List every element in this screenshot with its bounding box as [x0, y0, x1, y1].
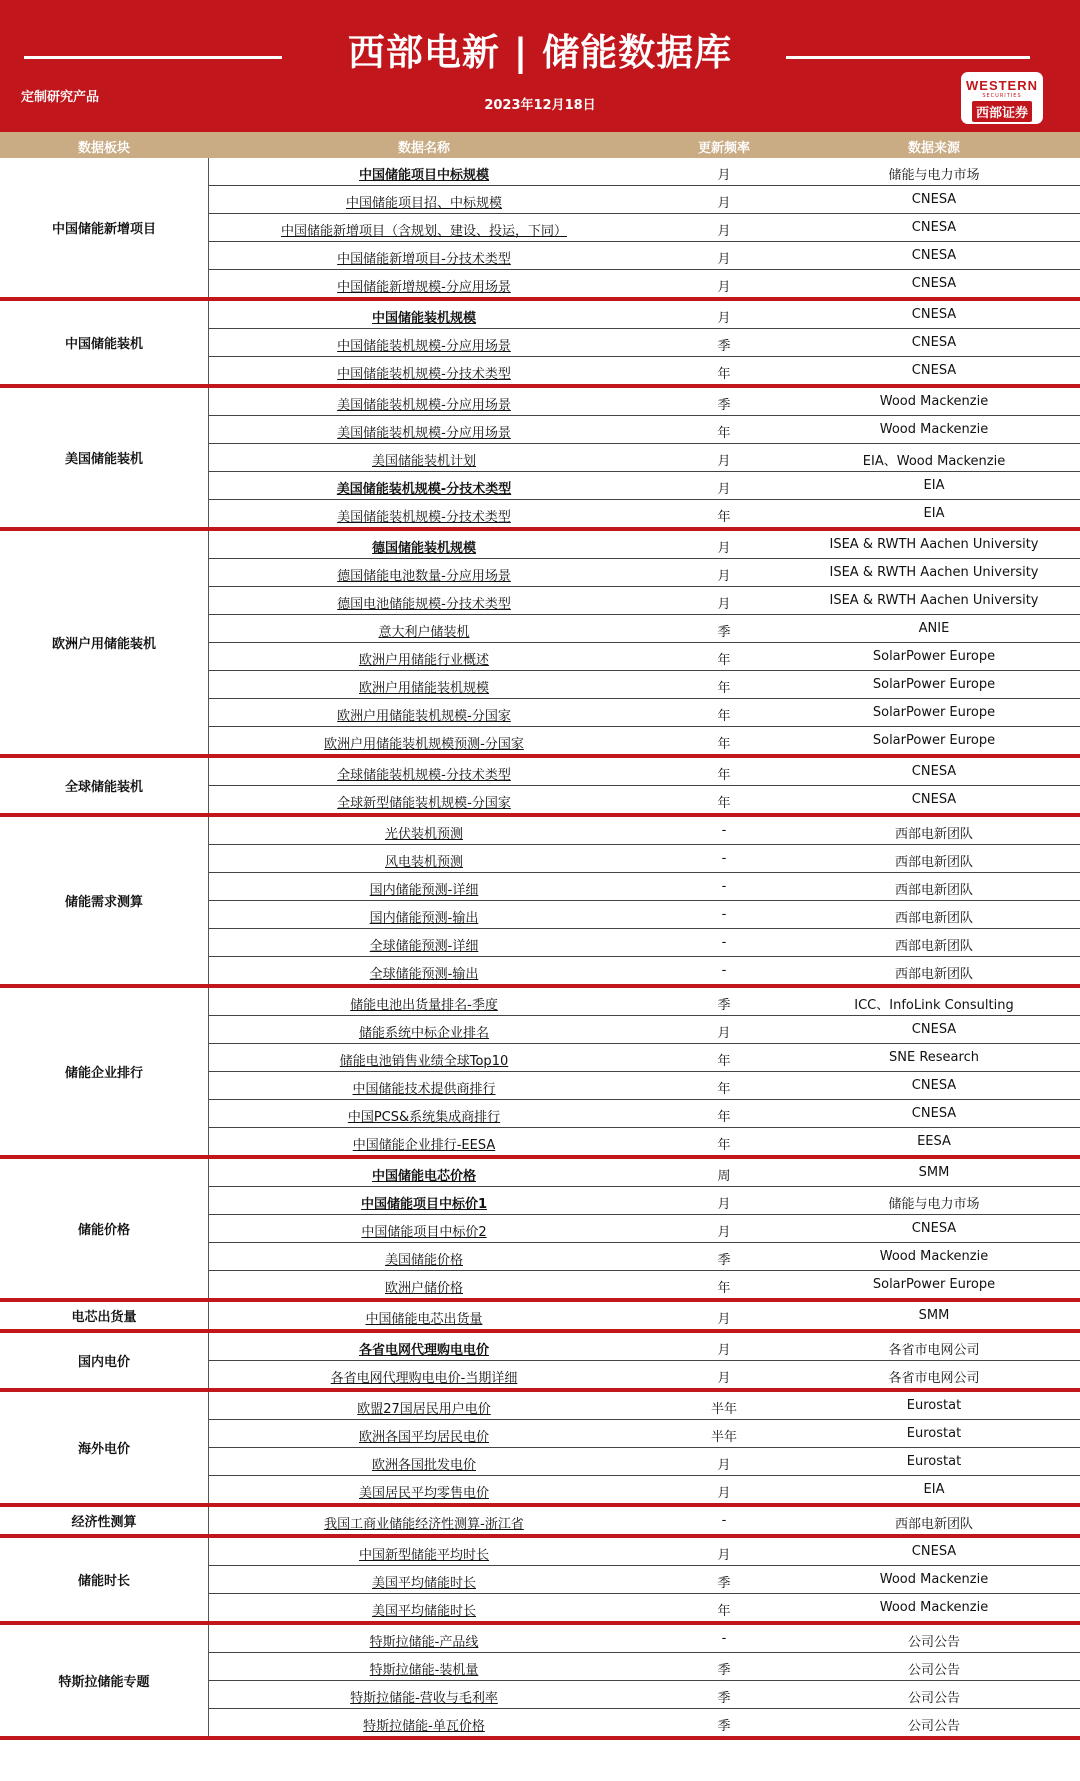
group-name: 储能价格 [0, 1159, 209, 1298]
data-source: 西部电新团队 [894, 911, 973, 926]
table-row [209, 1243, 1080, 1271]
table-row [209, 214, 1080, 242]
data-name-link[interactable]: 美国储能装机计划 [371, 454, 476, 469]
table-row [209, 329, 1080, 357]
data-source: EIA [923, 506, 945, 521]
header [0, 0, 1080, 132]
update-frequency: 月 [717, 311, 731, 326]
data-source: EIA [923, 1482, 945, 1497]
update-frequency: 月 [717, 1371, 731, 1386]
table-row [209, 587, 1080, 615]
data-group [0, 301, 1080, 388]
update-frequency: 年 [717, 510, 731, 525]
data-name-link[interactable]: 特斯拉储能-营收与毛利率 [350, 1691, 498, 1706]
group-name: 海外电价 [0, 1392, 209, 1503]
update-frequency: 半年 [710, 1402, 737, 1417]
data-group [0, 1333, 1080, 1392]
data-source: 西部电新团队 [894, 967, 973, 982]
data-name-link[interactable]: 中国储能项目中标规模 [358, 168, 489, 183]
data-source: CNESA [911, 1106, 957, 1121]
data-source: Wood Mackenzie [879, 394, 989, 409]
column-header-bar [0, 132, 1080, 158]
data-source: EIA [923, 478, 945, 493]
data-name-link[interactable]: 德国储能装机规模 [371, 541, 476, 556]
update-frequency: 年 [717, 1138, 731, 1153]
data-group [0, 158, 1080, 301]
data-source: EIA、Wood Mackenzie [862, 454, 1006, 469]
update-frequency: 月 [717, 1343, 731, 1358]
table-row [209, 158, 1080, 186]
data-name-link[interactable]: 美国储能价格 [384, 1253, 463, 1268]
data-group [0, 388, 1080, 531]
table-row [209, 1653, 1080, 1681]
data-source: 西部电新团队 [894, 883, 973, 898]
group-rows [209, 1392, 1080, 1503]
data-name-link[interactable]: 全球新型储能装机规模-分国家 [337, 796, 511, 811]
update-frequency: 年 [717, 1604, 731, 1619]
group-name: 储能企业排行 [0, 988, 209, 1155]
data-source: Wood Mackenzie [879, 1600, 989, 1615]
data-name-link[interactable]: 美国储能装机规模-分技术类型 [337, 510, 511, 525]
group-rows [209, 988, 1080, 1155]
group-name: 欧洲户用储能装机 [0, 531, 209, 754]
data-name-link[interactable]: 美国平均储能时长 [371, 1604, 476, 1619]
update-frequency: - [721, 851, 727, 866]
data-name-link[interactable]: 欧洲户储价格 [384, 1281, 463, 1296]
data-source: CNESA [911, 363, 957, 378]
table-row [209, 559, 1080, 587]
table-row [209, 301, 1080, 329]
data-name-link[interactable]: 全球储能装机规模-分技术类型 [337, 768, 511, 783]
data-name-link[interactable]: 美国储能装机规模-分应用场景 [337, 426, 511, 441]
update-frequency: 年 [717, 426, 731, 441]
update-frequency: - [721, 963, 727, 978]
group-name: 储能需求测算 [0, 817, 209, 984]
group-rows [209, 1302, 1080, 1329]
group-name: 美国储能装机 [0, 388, 209, 527]
update-frequency: 月 [717, 454, 731, 469]
data-source: CNESA [911, 792, 957, 807]
data-name-link[interactable]: 特斯拉储能-产品线 [369, 1635, 479, 1650]
data-name-link[interactable]: 中国储能企业排行-EESA [352, 1138, 496, 1153]
update-frequency: 月 [717, 569, 731, 584]
table-row [209, 699, 1080, 727]
update-frequency: 年 [717, 367, 731, 382]
update-frequency: 季 [717, 625, 731, 640]
table-row [209, 1361, 1080, 1388]
table-row [209, 270, 1080, 297]
update-frequency: 月 [717, 280, 731, 295]
data-name-link[interactable]: 德国电池储能规模-分技术类型 [337, 597, 511, 612]
table-row [209, 1128, 1080, 1155]
page-title: 西部电新 | 储能数据库 [347, 31, 733, 74]
data-name-link[interactable]: 全球储能预测-详细 [369, 939, 479, 954]
data-source: 储能与电力市场 [888, 168, 980, 183]
data-source: SolarPower Europe [872, 677, 996, 692]
table-row [209, 1016, 1080, 1044]
logo-subtitle: SECURITIES [982, 93, 1022, 99]
group-name: 经济性测算 [0, 1507, 209, 1534]
data-source: CNESA [911, 1544, 957, 1559]
update-frequency: 季 [717, 1719, 731, 1734]
data-source: CNESA [911, 192, 957, 207]
update-frequency: 月 [717, 541, 731, 556]
table-row [209, 500, 1080, 527]
report-date: 2023年12月18日 [484, 98, 596, 113]
data-source: CNESA [911, 248, 957, 263]
update-frequency: 季 [717, 1663, 731, 1678]
data-name-link[interactable]: 中国储能项目中标价2 [361, 1225, 487, 1240]
update-frequency: - [721, 935, 727, 950]
update-frequency: 月 [717, 1026, 731, 1041]
data-name-link[interactable]: 风电装机预测 [384, 855, 463, 870]
data-name-link[interactable]: 储能系统中标企业排名 [358, 1026, 489, 1041]
table-row [209, 1566, 1080, 1594]
data-name-link[interactable]: 中国储能装机规模-分技术类型 [337, 367, 511, 382]
data-source: CNESA [911, 335, 957, 350]
table-row [209, 929, 1080, 957]
table-row [209, 671, 1080, 699]
table-row [209, 416, 1080, 444]
data-name-link[interactable]: 我国工商业储能经济性测算-浙江省 [324, 1517, 524, 1532]
group-rows [209, 1507, 1080, 1534]
update-frequency: 季 [717, 1253, 731, 1268]
data-name-link[interactable]: 储能电池出货量排名-季度 [350, 998, 498, 1013]
table-row [209, 444, 1080, 472]
table-row [209, 472, 1080, 500]
table-row [209, 1187, 1080, 1215]
data-group [0, 988, 1080, 1159]
data-source: 西部电新团队 [894, 1517, 973, 1532]
data-group [0, 758, 1080, 817]
group-name: 电芯出货量 [0, 1302, 209, 1329]
data-name-link[interactable]: 国内储能预测-详细 [369, 883, 479, 898]
update-frequency: 月 [717, 1486, 731, 1501]
data-group [0, 817, 1080, 988]
data-source: Eurostat [906, 1454, 962, 1469]
data-source: SolarPower Europe [872, 1277, 996, 1292]
update-frequency: 月 [717, 482, 731, 497]
data-name-link[interactable]: 中国储能技术提供商排行 [352, 1082, 496, 1097]
update-frequency: 月 [717, 1225, 731, 1240]
data-name-link[interactable]: 光伏装机预测 [384, 827, 463, 842]
data-name-link[interactable]: 各省电网代理购电电价 [358, 1343, 489, 1358]
group-name: 储能时长 [0, 1538, 209, 1621]
data-source: EESA [917, 1134, 951, 1149]
table-row [209, 901, 1080, 929]
table-row [209, 1538, 1080, 1566]
update-frequency: 月 [717, 1548, 731, 1563]
update-frequency: 年 [717, 1054, 731, 1069]
group-rows [209, 158, 1080, 297]
data-source: CNESA [911, 764, 957, 779]
logo-chinese: 西部证券 [972, 101, 1032, 122]
database-table [0, 158, 1080, 1740]
data-source: 西部电新团队 [894, 855, 973, 870]
data-source: SMM [918, 1165, 950, 1180]
data-name-link[interactable]: 储能电池销售业绩全球Top10 [339, 1054, 509, 1069]
update-frequency: 季 [717, 1691, 731, 1706]
group-rows [209, 758, 1080, 813]
group-rows [209, 1538, 1080, 1621]
western-securities-logo [961, 72, 1043, 124]
data-name-link[interactable]: 欧洲户用储能装机规模 [358, 681, 489, 696]
update-frequency: 年 [717, 796, 731, 811]
update-frequency: 月 [717, 1197, 731, 1212]
data-name-link[interactable]: 全球储能预测-输出 [369, 967, 479, 982]
table-row [209, 1476, 1080, 1503]
update-frequency: 月 [717, 196, 731, 211]
data-source: Wood Mackenzie [879, 1572, 989, 1587]
data-source: Wood Mackenzie [879, 1249, 989, 1264]
table-row [209, 1044, 1080, 1072]
update-frequency: 年 [717, 768, 731, 783]
group-name: 国内电价 [0, 1333, 209, 1388]
data-source: 公司公告 [907, 1691, 960, 1706]
table-row [209, 1681, 1080, 1709]
update-frequency: 季 [717, 398, 731, 413]
data-source: SolarPower Europe [872, 705, 996, 720]
data-name-link[interactable]: 意大利户储装机 [378, 625, 470, 640]
update-frequency: - [721, 879, 727, 894]
table-row [209, 1333, 1080, 1361]
update-frequency: 年 [717, 709, 731, 724]
table-row [209, 1420, 1080, 1448]
data-name-link[interactable]: 欧盟27国居民用户电价 [357, 1402, 491, 1417]
data-group [0, 1507, 1080, 1538]
update-frequency: 月 [717, 224, 731, 239]
table-row [209, 186, 1080, 214]
table-row [209, 988, 1080, 1016]
data-name-link[interactable]: 各省电网代理购电电价-当期详细 [330, 1371, 518, 1386]
data-source: 各省市电网公司 [888, 1371, 980, 1386]
data-group [0, 1392, 1080, 1507]
table-row [209, 845, 1080, 873]
group-rows [209, 1333, 1080, 1388]
update-frequency: - [721, 1513, 727, 1528]
data-source: 公司公告 [907, 1663, 960, 1678]
table-row [209, 357, 1080, 384]
data-name-link[interactable]: 中国PCS&系统集成商排行 [347, 1110, 501, 1125]
table-row [209, 643, 1080, 671]
col-header-name: 数据名称 [397, 141, 450, 156]
update-frequency: 年 [717, 1110, 731, 1125]
data-source: ISEA & RWTH Aachen University [829, 565, 1039, 580]
data-name-link[interactable]: 美国平均储能时长 [371, 1576, 476, 1591]
product-label: 定制研究产品 [21, 90, 100, 105]
group-rows [209, 817, 1080, 984]
data-source: SolarPower Europe [872, 649, 996, 664]
data-source: Eurostat [906, 1426, 962, 1441]
table-row [209, 1271, 1080, 1298]
group-name: 中国储能装机 [0, 301, 209, 384]
data-source: ANIE [918, 621, 950, 636]
data-source: CNESA [911, 1022, 957, 1037]
update-frequency: 年 [717, 653, 731, 668]
update-frequency: 季 [717, 339, 731, 354]
update-frequency: 季 [717, 998, 731, 1013]
data-source: 公司公告 [907, 1719, 960, 1734]
table-row [209, 758, 1080, 786]
data-source: 各省市电网公司 [888, 1343, 980, 1358]
update-frequency: - [721, 1631, 727, 1646]
table-row [209, 1100, 1080, 1128]
data-name-link[interactable]: 欧洲户用储能装机规模-分国家 [337, 709, 511, 724]
data-name-link[interactable]: 欧洲户用储能装机规模预测-分国家 [324, 737, 524, 752]
data-name-link[interactable]: 国内储能预测-输出 [369, 911, 479, 926]
table-row [209, 531, 1080, 559]
data-name-link[interactable]: 欧洲各国批发电价 [371, 1458, 476, 1473]
group-rows [209, 1625, 1080, 1736]
table-row [209, 1215, 1080, 1243]
group-rows [209, 1159, 1080, 1298]
group-rows [209, 531, 1080, 754]
table-row [209, 388, 1080, 416]
table-row [209, 242, 1080, 270]
data-source: Eurostat [906, 1398, 962, 1413]
data-name-link[interactable]: 中国储能新增规模-分应用场景 [337, 280, 511, 295]
table-row [209, 727, 1080, 754]
data-name-link[interactable]: 欧洲户用储能行业概述 [358, 653, 489, 668]
data-group [0, 1159, 1080, 1302]
data-source: 西部电新团队 [894, 827, 973, 842]
update-frequency: 年 [717, 737, 731, 752]
data-name-link[interactable]: 特斯拉储能-装机量 [369, 1663, 479, 1678]
table-row [209, 873, 1080, 901]
data-source: 储能与电力市场 [888, 1197, 980, 1212]
update-frequency: 年 [717, 1281, 731, 1296]
data-name-link[interactable]: 欧洲各国平均居民电价 [358, 1430, 489, 1445]
data-source: ICC、InfoLink Consulting [854, 998, 1014, 1013]
data-name-link[interactable]: 中国储能电芯价格 [371, 1169, 476, 1184]
update-frequency: 季 [717, 1576, 731, 1591]
group-rows [209, 388, 1080, 527]
update-frequency: 月 [717, 1312, 731, 1327]
data-source: SolarPower Europe [872, 733, 996, 748]
update-frequency: - [721, 907, 727, 922]
data-group [0, 1302, 1080, 1333]
data-name-link[interactable]: 中国新型储能平均时长 [358, 1548, 489, 1563]
table-row [209, 1072, 1080, 1100]
update-frequency: 年 [717, 681, 731, 696]
data-name-link[interactable]: 中国储能装机规模-分应用场景 [337, 339, 511, 354]
data-source: ISEA & RWTH Aachen University [829, 537, 1039, 552]
update-frequency: 月 [717, 1458, 731, 1473]
update-frequency: 周 [717, 1169, 731, 1184]
table-row [209, 1594, 1080, 1621]
group-name: 特斯拉储能专题 [0, 1625, 209, 1736]
table-row [209, 1507, 1080, 1534]
col-header-source: 数据来源 [907, 141, 960, 156]
group-name: 中国储能新增项目 [0, 158, 209, 297]
data-source: CNESA [911, 276, 957, 291]
data-name-link[interactable]: 德国储能电池数量-分应用场景 [337, 569, 511, 584]
data-source: CNESA [911, 307, 957, 322]
data-source: SMM [918, 1308, 950, 1323]
table-row [209, 1625, 1080, 1653]
data-group [0, 1625, 1080, 1740]
group-rows [209, 301, 1080, 384]
data-name-link[interactable]: 中国储能电芯出货量 [365, 1312, 483, 1327]
data-name-link[interactable]: 中国储能新增项目-分技术类型 [337, 252, 511, 267]
update-frequency: 年 [717, 1082, 731, 1097]
update-frequency: 月 [717, 252, 731, 267]
table-row [209, 615, 1080, 643]
data-name-link[interactable]: 中国储能装机规模 [371, 311, 476, 326]
data-name-link[interactable]: 美国居民平均零售电价 [358, 1486, 489, 1501]
data-name-link[interactable]: 中国储能项目中标价1 [360, 1197, 488, 1212]
table-row [209, 957, 1080, 984]
data-source: 公司公告 [907, 1635, 960, 1650]
table-row [209, 786, 1080, 813]
data-name-link[interactable]: 中国储能新增项目（含规划、建设、投运，下同） [280, 224, 567, 239]
table-row [209, 1159, 1080, 1187]
table-row [209, 1709, 1080, 1736]
update-frequency: - [721, 823, 727, 838]
data-name-link[interactable]: 特斯拉储能-单瓦价格 [363, 1719, 485, 1734]
data-source: Wood Mackenzie [879, 422, 989, 437]
update-frequency: 月 [717, 597, 731, 612]
table-row [209, 1448, 1080, 1476]
col-header-frequency: 更新频率 [697, 141, 750, 156]
data-source: CNESA [911, 220, 957, 235]
col-header-group: 数据板块 [77, 141, 130, 156]
data-group [0, 1538, 1080, 1625]
update-frequency: 半年 [710, 1430, 737, 1445]
data-source: 西部电新团队 [894, 939, 973, 954]
table-row [209, 1302, 1080, 1329]
update-frequency: 月 [717, 168, 731, 183]
data-source: CNESA [911, 1078, 957, 1093]
logo-english: WESTERN [966, 78, 1038, 93]
data-name-link[interactable]: 美国储能装机规模-分应用场景 [337, 398, 511, 413]
data-source: SNE Research [889, 1050, 979, 1065]
data-group [0, 531, 1080, 758]
data-name-link[interactable]: 美国储能装机规模-分技术类型 [336, 482, 512, 497]
group-name: 全球储能装机 [0, 758, 209, 813]
data-source: CNESA [911, 1221, 957, 1236]
table-row [209, 817, 1080, 845]
data-source: ISEA & RWTH Aachen University [829, 593, 1039, 608]
table-row [209, 1392, 1080, 1420]
data-name-link[interactable]: 中国储能项目招、中标规模 [345, 196, 502, 211]
